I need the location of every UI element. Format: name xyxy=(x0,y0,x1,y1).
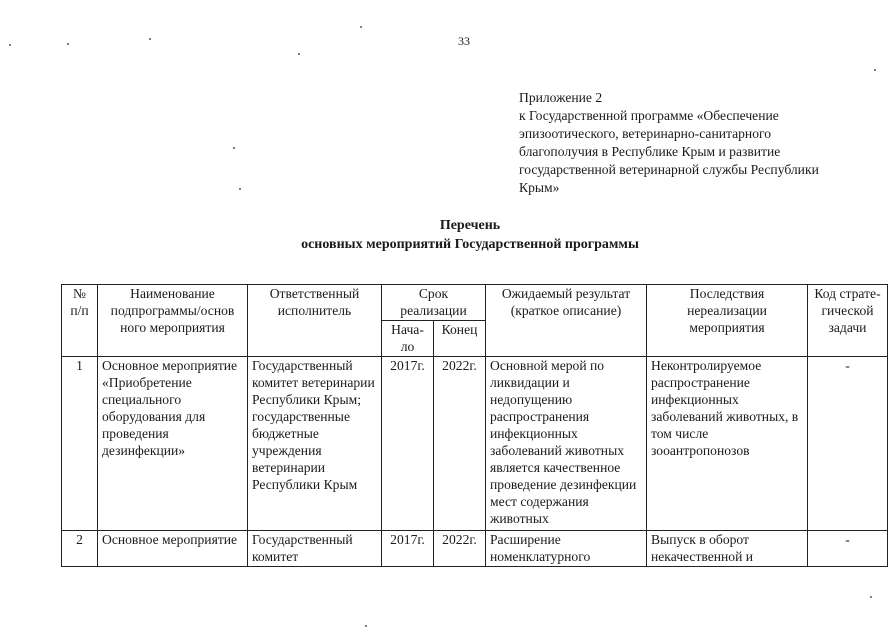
appendix-line: государственной ветеринарной службы Республики xyxy=(519,162,819,177)
header-start: Нача-ло xyxy=(382,321,434,357)
cell-start: 2017г. xyxy=(382,531,434,567)
header-code: Код страте-гической задачи xyxy=(808,285,888,357)
header-name: Наименование подпрограммы/основ ного мероприятия xyxy=(98,285,248,357)
cell-code: - xyxy=(808,357,888,531)
appendix-line: Приложение 2 xyxy=(519,90,603,105)
table-row xyxy=(62,357,888,531)
cell-code: - xyxy=(808,531,888,567)
appendix-line: к Государственной программе «Обеспечение xyxy=(519,108,779,123)
cell-executor: Государственный комитет ветеринарии Республики Крым; государственные бюджетные учреждения ветеринарии Республики Крым xyxy=(248,357,382,531)
cell-result: Расширение номенклатурного xyxy=(486,531,647,567)
cell-executor: Государственный комитет xyxy=(248,531,382,567)
cell-consequences: Неконтролируемое распространение инфекционных заболеваний животных, в том числе зооантропонозов xyxy=(647,357,808,531)
measures-table xyxy=(61,284,888,567)
cell-name: Основное мероприятие «Приобретение специального оборудования для проведения дезинфекции» xyxy=(98,357,248,531)
appendix-line: Крым» xyxy=(519,180,560,195)
cell-consequences: Выпуск в оборот некачественной и xyxy=(647,531,808,567)
header-num: № п/п xyxy=(62,285,98,357)
appendix-line: эпизоотического, ветеринарно-санитарного xyxy=(519,126,772,141)
header-end: Конец xyxy=(434,321,486,357)
cell-name: Основное мероприятие xyxy=(98,531,248,567)
cell-start: 2017г. xyxy=(382,357,434,531)
title-line-2: основных мероприятий Государственной программы xyxy=(301,237,639,252)
cell-num: 2 xyxy=(62,531,98,567)
cell-num: 1 xyxy=(62,357,98,531)
page-number: 33 xyxy=(458,34,470,48)
appendix-line: благополучия в Республике Крым и развитие xyxy=(519,144,781,159)
cell-end: 2022г. xyxy=(434,531,486,567)
cell-result: Основной мерой по ликвидации и недопущению распространения инфекционных заболеваний животных является качественное проведение дезинфекции мест содержания животных xyxy=(486,357,647,531)
header-executor: Ответственный исполнитель xyxy=(248,285,382,357)
title-line-1: Перечень xyxy=(439,218,501,233)
appendix-note xyxy=(519,89,869,197)
document-title xyxy=(0,216,893,254)
header-term: Срок реализации xyxy=(382,285,486,321)
header-consequences: Последствия нереализации мероприятия xyxy=(647,285,808,357)
table-row xyxy=(62,531,888,567)
cell-end: 2022г. xyxy=(434,357,486,531)
header-result: Ожидаемый результат (краткое описание) xyxy=(486,285,647,357)
